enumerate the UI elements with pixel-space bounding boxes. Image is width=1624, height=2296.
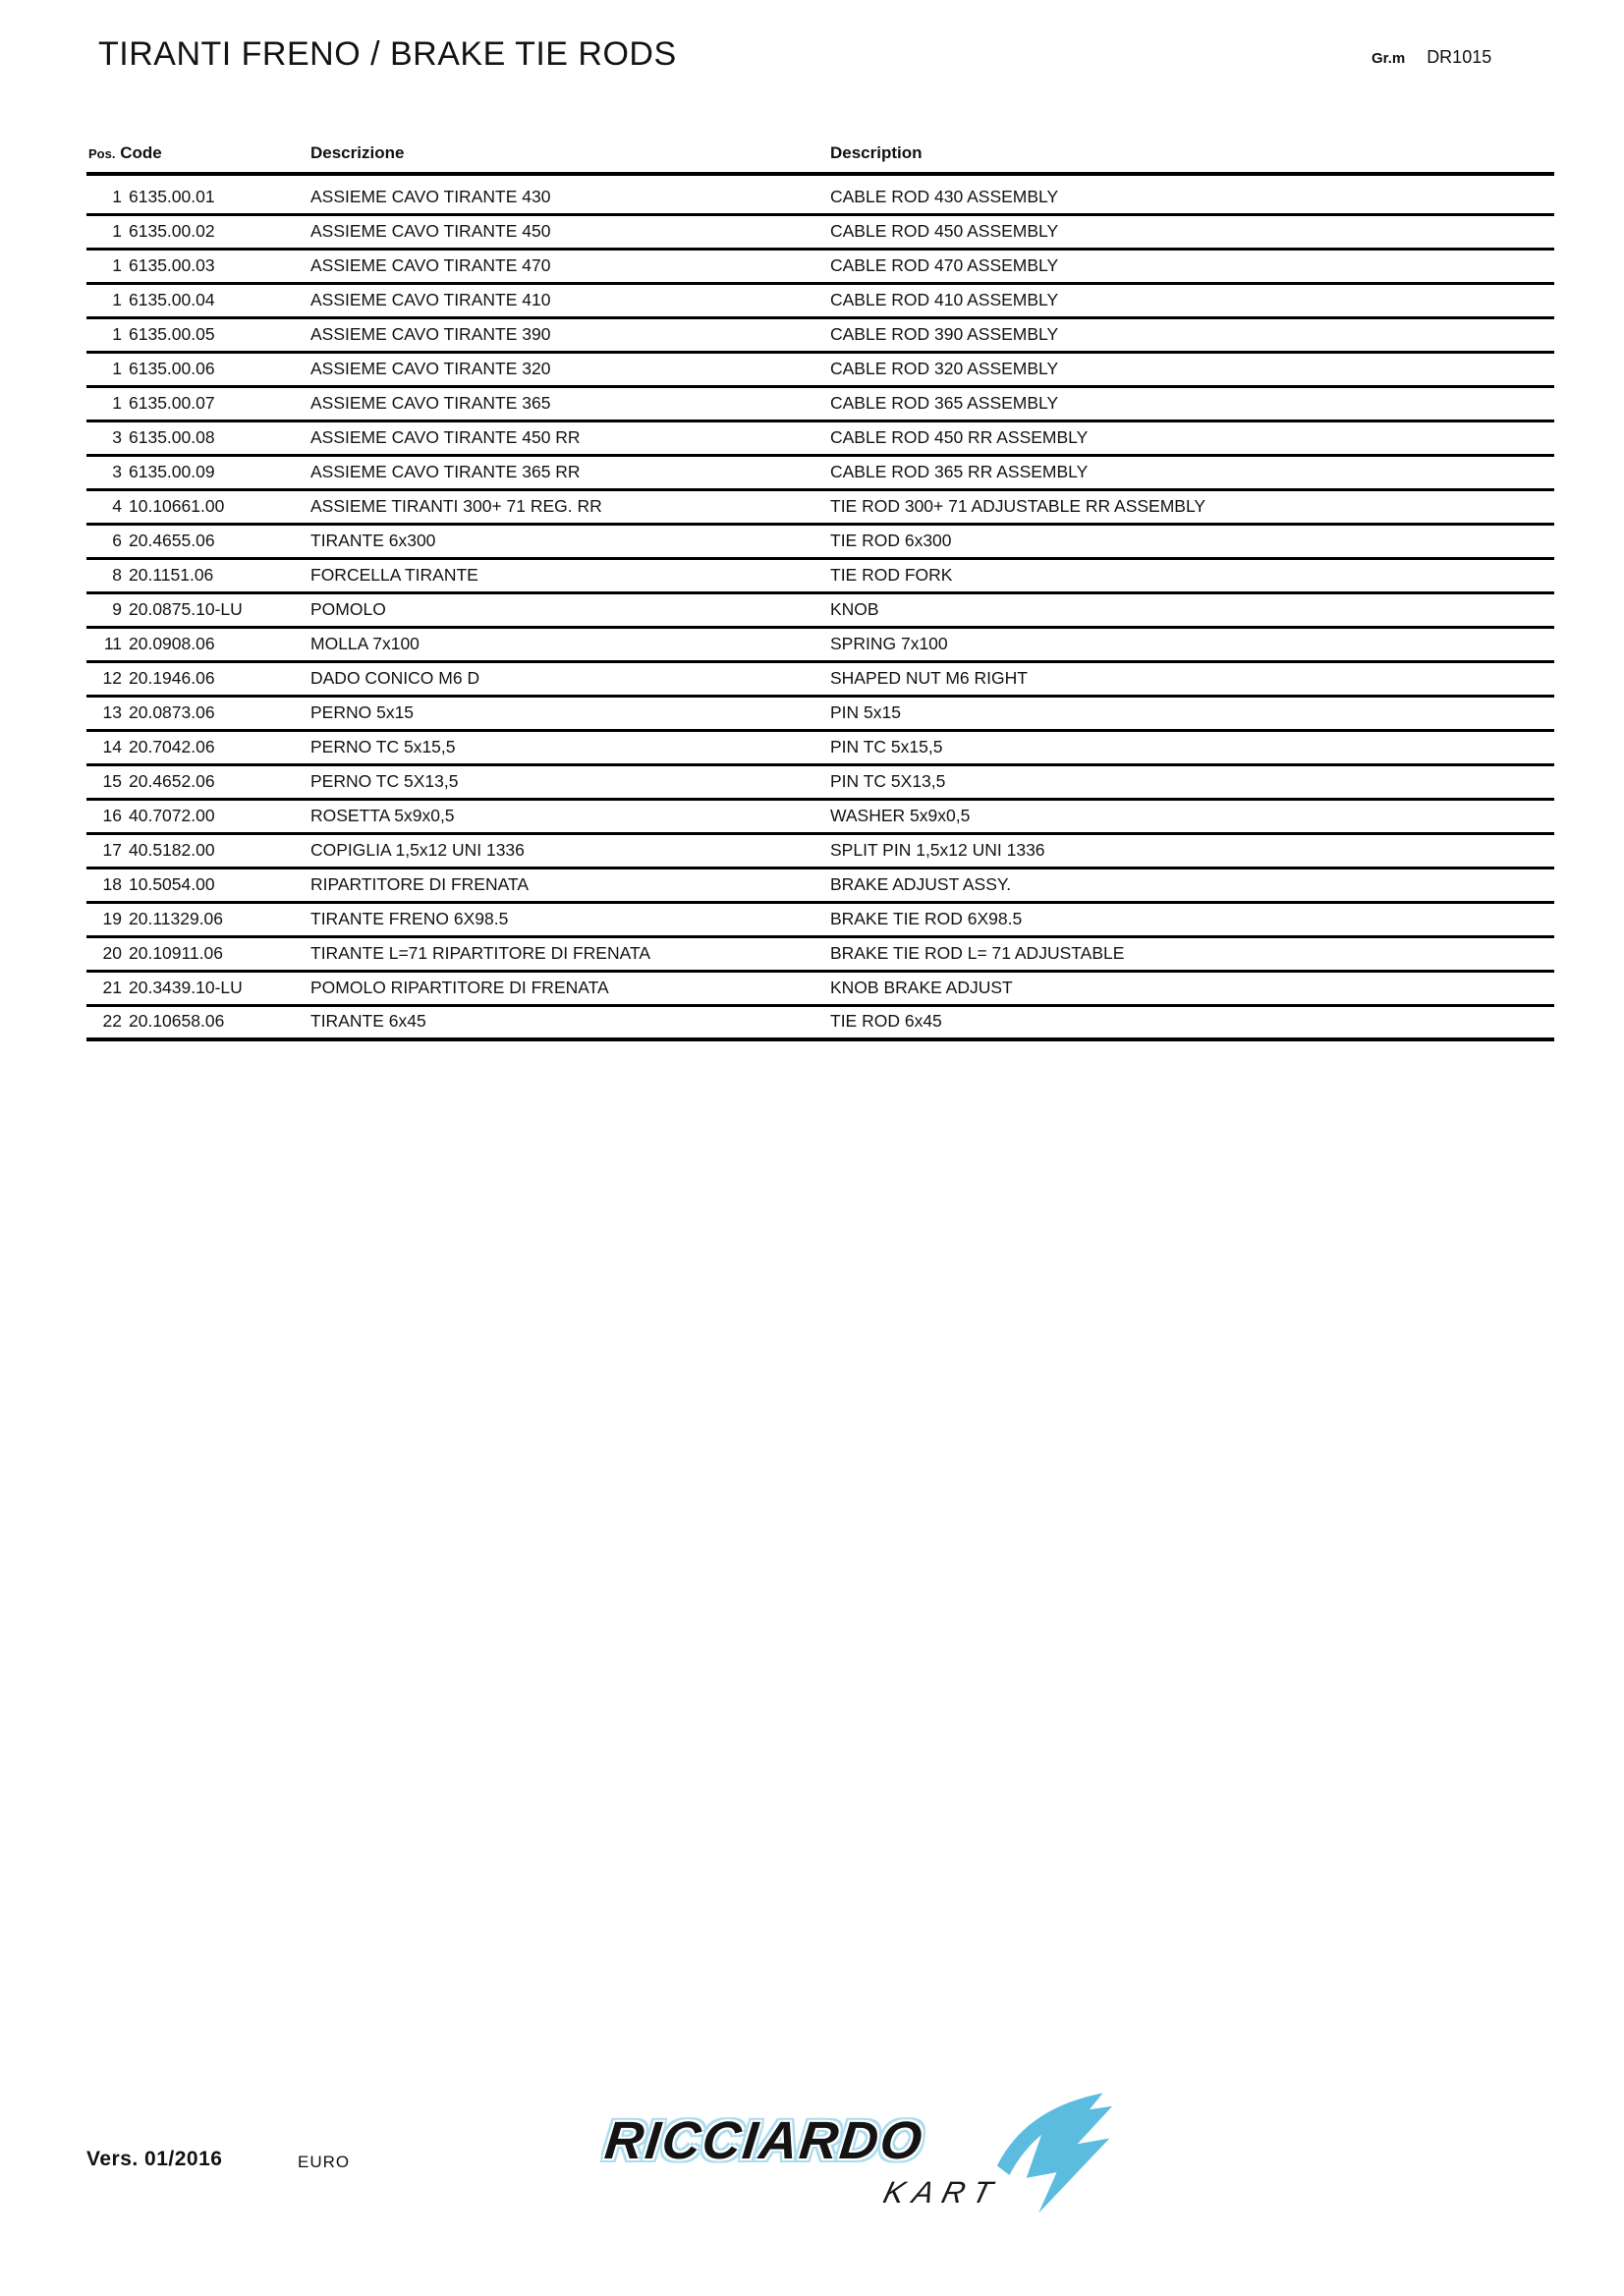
row-pos-code-cell [86,187,310,213]
table-row [86,251,1554,285]
footer-currency: EURO [298,2153,351,2171]
row-code: 6135.00.09 [129,462,215,481]
row-descrizione: PERNO TC 5x15,5 [310,737,456,756]
table-row [86,698,1554,732]
row-pos-code-cell [86,255,310,282]
row-pos: 22 [102,1011,122,1031]
row-pos: 6 [112,531,122,550]
table-row [86,526,1554,560]
row-pos-code-cell [86,874,310,901]
table-row [86,594,1554,629]
row-pos: 1 [112,187,122,206]
logo-swoosh-icon [995,2083,1118,2218]
table-row [86,732,1554,766]
row-code: 40.5182.00 [129,840,215,860]
row-descrizione: ASSIEME CAVO TIRANTE 365 [310,393,551,413]
row-pos-code-cell [86,634,310,660]
row-pos-code-cell [86,496,310,523]
row-pos: 1 [112,221,122,241]
row-pos: 1 [112,290,122,309]
header-descrizione-label: Descrizione [310,143,405,162]
row-pos: 11 [103,634,122,653]
row-pos: 4 [112,496,122,516]
row-descrizione: ASSIEME CAVO TIRANTE 390 [310,324,551,344]
row-descrizione: POMOLO RIPARTITORE DI FRENATA [310,978,609,997]
row-descrizione: ASSIEME CAVO TIRANTE 470 [310,255,551,275]
row-description: TIE ROD 6x300 [830,531,952,550]
row-description: CABLE ROD 365 RR ASSEMBLY [830,462,1089,481]
row-pos: 12 [102,668,122,688]
row-description: CABLE ROD 450 RR ASSEMBLY [830,427,1089,447]
row-pos-code-cell [86,978,310,1004]
row-code: 6135.00.07 [129,393,215,413]
row-descrizione: ASSIEME CAVO TIRANTE 320 [310,359,551,378]
row-pos: 18 [102,874,122,894]
row-code: 40.7072.00 [129,806,215,825]
row-pos-code-cell [86,427,310,454]
row-code: 20.1946.06 [129,668,215,688]
table-row [86,422,1554,457]
row-description: BRAKE ADJUST ASSY. [830,874,1012,894]
row-pos-code-cell [86,806,310,832]
row-code: 10.5054.00 [129,874,215,894]
row-pos-code-cell [86,737,310,763]
row-description: PIN 5x15 [830,702,901,722]
row-descrizione: FORCELLA TIRANTE [310,565,478,585]
row-description: TIE ROD 6x45 [830,1011,942,1031]
row-pos: 15 [102,771,122,791]
row-description: TIE ROD FORK [830,565,953,585]
table-row [86,354,1554,388]
row-descrizione: PERNO TC 5X13,5 [310,771,459,791]
row-pos: 19 [102,909,122,928]
table-row [86,457,1554,491]
row-descrizione: ASSIEME TIRANTI 300+ 71 REG. RR [310,496,602,516]
row-code: 6135.00.02 [129,221,215,241]
row-pos-code-cell [86,1011,310,1037]
table-row [86,388,1554,422]
row-pos: 3 [112,462,122,481]
table-row [86,491,1554,526]
row-code: 20.7042.06 [129,737,215,756]
row-description: BRAKE TIE ROD 6X98.5 [830,909,1023,928]
row-description: SPLIT PIN 1,5x12 UNI 1336 [830,840,1045,860]
row-pos: 1 [112,255,122,275]
row-pos-code-cell [86,909,310,935]
row-code: 20.4655.06 [129,531,215,550]
row-descrizione: ASSIEME CAVO TIRANTE 450 [310,221,551,241]
row-descrizione: TIRANTE FRENO 6X98.5 [310,909,509,928]
table-row [86,629,1554,663]
row-pos: 3 [112,427,122,447]
row-description: PIN TC 5x15,5 [830,737,943,756]
row-description: WASHER 5x9x0,5 [830,806,971,825]
table-row [86,835,1554,869]
row-code: 6135.00.06 [129,359,215,378]
row-description: KNOB BRAKE ADJUST [830,978,1013,997]
table-row [86,869,1554,904]
row-descrizione: RIPARTITORE DI FRENATA [310,874,530,894]
row-descrizione: ASSIEME CAVO TIRANTE 450 RR [310,427,581,447]
row-pos-code-cell [86,565,310,591]
row-pos: 21 [102,978,122,997]
row-description: CABLE ROD 390 ASSEMBLY [830,324,1059,344]
row-pos: 9 [112,599,122,619]
row-pos-code-cell [86,324,310,351]
group-reference [1372,47,1491,68]
header-pos-label: Pos. [88,146,116,161]
row-pos: 17 [102,840,122,860]
row-code: 6135.00.05 [129,324,215,344]
row-pos-code-cell [86,359,310,385]
row-descrizione: COPIGLIA 1,5x12 UNI 1336 [310,840,525,860]
row-descrizione: TIRANTE L=71 RIPARTITORE DI FRENATA [310,943,651,963]
row-pos: 1 [112,324,122,344]
row-description: CABLE ROD 470 ASSEMBLY [830,255,1059,275]
parts-table [86,130,1554,1041]
table-row [86,904,1554,938]
row-description: KNOB [830,599,879,619]
row-pos-code-cell [86,221,310,248]
row-code: 6135.00.01 [129,187,215,206]
row-pos-code-cell [86,943,310,970]
row-pos: 13 [102,702,122,722]
row-description: BRAKE TIE ROD L= 71 ADJUSTABLE [830,943,1125,963]
row-pos-code-cell [86,702,310,729]
row-code: 20.11329.06 [129,909,224,928]
row-pos: 1 [112,393,122,413]
header-description-label: Description [830,143,923,162]
row-code: 20.4652.06 [129,771,215,791]
row-pos-code-cell [86,840,310,867]
row-descrizione: MOLLA 7x100 [310,634,420,653]
table-body [86,176,1554,1041]
row-description: TIE ROD 300+ 71 ADJUSTABLE RR ASSEMBLY [830,496,1206,516]
row-pos: 14 [102,737,122,756]
row-pos: 16 [102,806,122,825]
row-pos: 20 [102,943,122,963]
header-code-label: Code [120,143,162,162]
header-pos-code [88,143,162,163]
row-description: CABLE ROD 365 ASSEMBLY [830,393,1059,413]
row-descrizione: TIRANTE 6x45 [310,1011,426,1031]
row-descrizione: ROSETTA 5x9x0,5 [310,806,455,825]
table-row [86,663,1554,698]
row-pos-code-cell [86,462,310,488]
row-code: 20.10911.06 [129,943,224,963]
row-descrizione: POMOLO [310,599,386,619]
row-code: 6135.00.04 [129,290,215,309]
group-code-label: Gr.m [1372,50,1406,67]
footer-version: Vers. 01/2016 [86,2148,223,2170]
table-row [86,938,1554,973]
table-row [86,216,1554,251]
table-row [86,1007,1554,1041]
row-code: 10.10661.00 [129,496,225,516]
page-title: TIRANTI FRENO / BRAKE TIE RODS [98,35,677,73]
row-pos: 8 [112,565,122,585]
row-code: 20.3439.10-LU [129,978,243,997]
row-code: 20.0908.06 [129,634,215,653]
row-code: 6135.00.03 [129,255,215,275]
table-row [86,801,1554,835]
table-row [86,766,1554,801]
row-descrizione: TIRANTE 6x300 [310,531,436,550]
row-pos-code-cell [86,531,310,557]
row-description: CABLE ROD 410 ASSEMBLY [830,290,1059,309]
row-description: SHAPED NUT M6 RIGHT [830,668,1028,688]
table-row [86,319,1554,354]
row-descrizione: ASSIEME CAVO TIRANTE 410 [310,290,551,309]
row-pos-code-cell [86,393,310,420]
row-pos: 1 [112,359,122,378]
logo-brand-text: RICCIARDO [601,2111,927,2170]
group-code-value: DR1015 [1427,47,1492,67]
row-descrizione: ASSIEME CAVO TIRANTE 365 RR [310,462,581,481]
row-code: 20.1151.06 [129,565,214,585]
brand-logo [597,2085,1128,2232]
table-row [86,973,1554,1007]
row-descrizione: ASSIEME CAVO TIRANTE 430 [310,187,551,206]
row-pos-code-cell [86,599,310,626]
row-description: CABLE ROD 320 ASSEMBLY [830,359,1059,378]
row-description: SPRING 7x100 [830,634,948,653]
table-header-row [86,130,1554,176]
row-pos-code-cell [86,668,310,695]
row-code: 20.0873.06 [129,702,215,722]
row-description: CABLE ROD 430 ASSEMBLY [830,187,1059,206]
row-pos-code-cell [86,771,310,798]
row-description: CABLE ROD 450 ASSEMBLY [830,221,1059,241]
table-row [86,176,1554,216]
row-code: 20.0875.10-LU [129,599,243,619]
row-description: PIN TC 5X13,5 [830,771,946,791]
row-descrizione: PERNO 5x15 [310,702,415,722]
table-row [86,560,1554,594]
logo-sub-text: KART [879,2175,1005,2210]
row-pos-code-cell [86,290,310,316]
table-row [86,285,1554,319]
row-descrizione: DADO CONICO M6 D [310,668,480,688]
row-code: 6135.00.08 [129,427,215,447]
row-code: 20.10658.06 [129,1011,225,1031]
